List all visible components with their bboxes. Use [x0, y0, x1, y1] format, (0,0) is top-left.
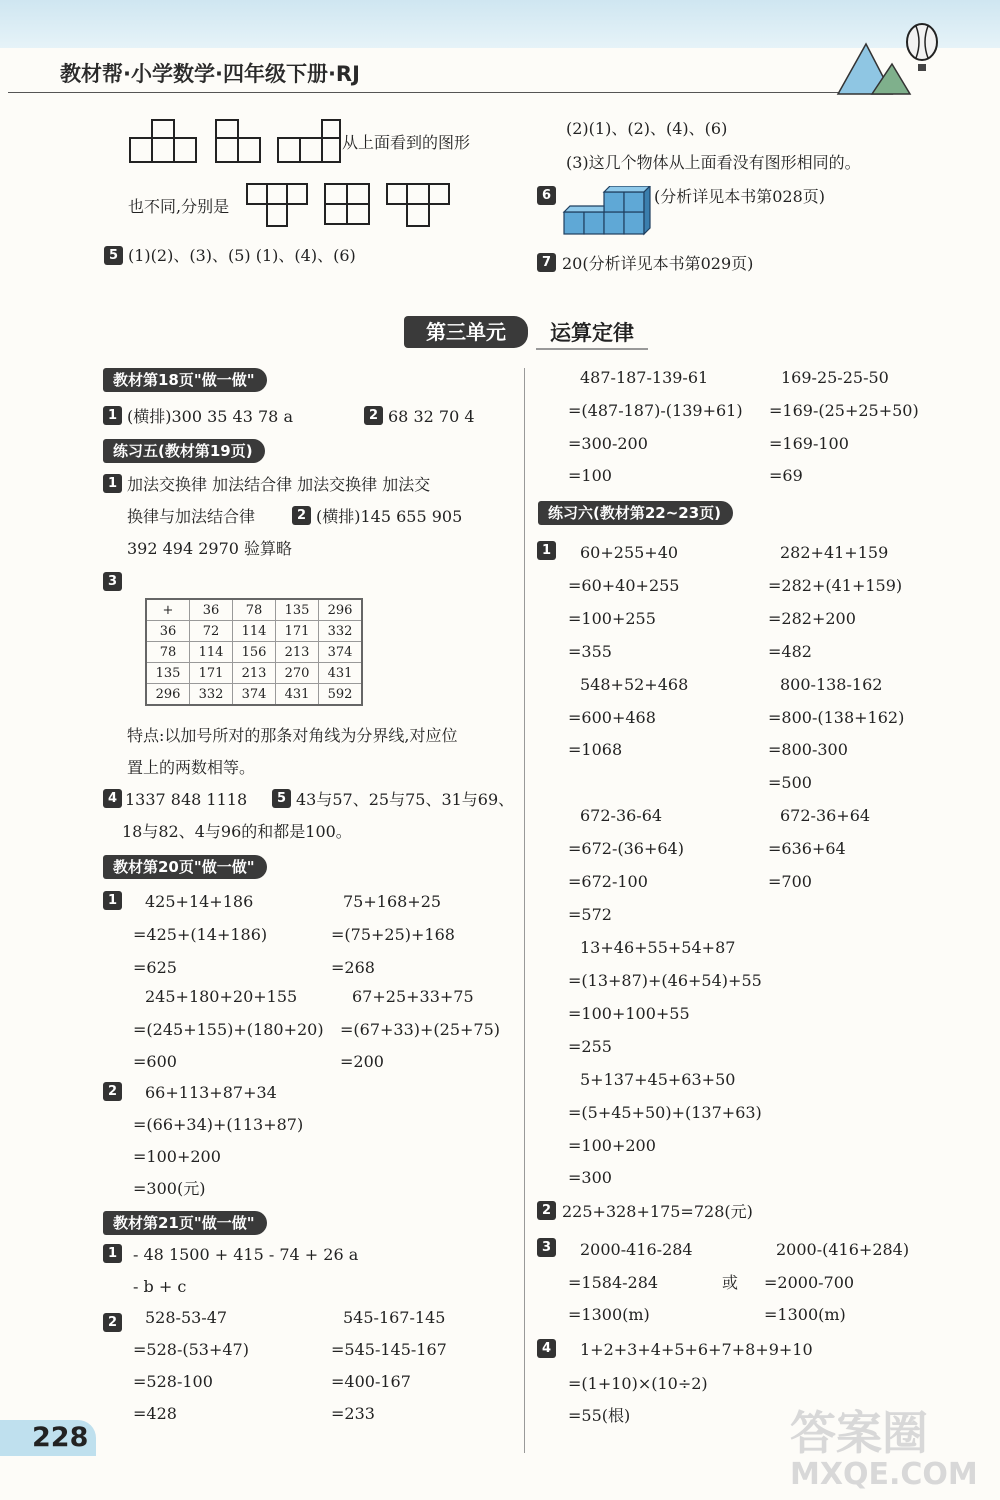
calc-line: =300(元) — [133, 1179, 206, 1198]
calc-line: =700 — [768, 872, 812, 891]
calc-line: =100+100+55 — [568, 1004, 690, 1023]
q-number: 5 — [272, 789, 291, 808]
table-cell: 213 — [233, 663, 276, 684]
q-number: 2 — [537, 1201, 556, 1220]
q-number: 1 — [103, 1244, 122, 1263]
q-number: 6 — [537, 186, 556, 205]
calc-line: =800-(138+162) — [768, 708, 905, 727]
calc-line: =(66+34)+(113+87) — [133, 1115, 304, 1134]
answer-line: 68 32 70 4 — [388, 407, 475, 426]
calc-line: =482 — [768, 642, 812, 661]
q-number: 7 — [537, 253, 556, 272]
answer-line: (横排)300 35 43 78 a — [127, 407, 293, 426]
calc-line: 66+113+87+34 — [145, 1083, 277, 1102]
q-number: 1 — [537, 541, 556, 560]
calc-line: =425+(14+186) — [133, 925, 268, 944]
calc-line: 528-53-47 — [145, 1308, 228, 1327]
section-heading: 练习五(教材第19页) — [103, 439, 265, 463]
calc-line: =200 — [340, 1052, 384, 1071]
page-number: 228 — [32, 1422, 89, 1453]
table-cell: 135 — [276, 599, 319, 621]
header-rule — [8, 92, 838, 93]
calc-line: 2000-416-284 — [580, 1240, 693, 1259]
answer-line: (2)(1)、(2)、(4)、(6) — [566, 119, 728, 138]
calc-line: =428 — [133, 1404, 177, 1423]
calc-line: 225+328+175=728(元) — [562, 1202, 753, 1221]
calc-line: =282+200 — [768, 609, 856, 628]
calc-line: =600 — [133, 1052, 177, 1071]
table-cell: 72 — [190, 621, 233, 642]
calc-line: =255 — [568, 1037, 612, 1056]
section-heading: 教材第20页"做一做" — [103, 855, 267, 879]
table-cell: 296 — [319, 599, 363, 621]
watermark-url: MXQE.COM — [790, 1457, 978, 1492]
calc-line: =572 — [568, 905, 612, 924]
calc-line: =1584-284 — [568, 1273, 659, 1292]
table-cell: 332 — [319, 621, 363, 642]
calc-line: =(1+10)×(10÷2) — [568, 1374, 708, 1393]
table-cell: 296 — [146, 684, 190, 706]
table-cell: 592 — [319, 684, 363, 706]
calc-line: =100+255 — [568, 609, 656, 628]
calc-line: =268 — [331, 958, 375, 977]
q-number: 3 — [103, 572, 122, 591]
answer-line: 置上的两数相等。 — [127, 758, 256, 777]
addition-table — [145, 598, 363, 706]
unit-banner — [404, 316, 650, 350]
answer-line: - b + c — [133, 1277, 187, 1296]
calc-line: 487-187-139-61 — [580, 368, 709, 387]
calc-line: =800-300 — [768, 740, 848, 759]
calc-line: =528-(53+47) — [133, 1340, 249, 1359]
calc-line: =2000-700 — [764, 1273, 855, 1292]
calc-line: =(5+45+50)+(137+63) — [568, 1103, 762, 1122]
q-number: 2 — [103, 1082, 122, 1101]
q-number: 2 — [364, 406, 383, 425]
table-cell: 270 — [276, 663, 319, 684]
calc-line: =100+200 — [568, 1136, 656, 1155]
cube-figure — [562, 186, 654, 238]
table-cell: 374 — [319, 642, 363, 663]
q-number: 2 — [292, 506, 311, 525]
answer-line: 20(分析详见本书第029页) — [562, 254, 754, 273]
table-cell: 431 — [276, 684, 319, 706]
q-number: 4 — [537, 1339, 556, 1358]
table-cell: 431 — [319, 663, 363, 684]
column-divider — [524, 368, 525, 1453]
table-cell: 332 — [190, 684, 233, 706]
calc-line: =55(根) — [568, 1406, 631, 1425]
calc-line: =69 — [769, 466, 803, 485]
header-title: 教材帮·小学数学·四年级下册·RJ — [60, 62, 360, 86]
calc-line: 5+137+45+63+50 — [580, 1070, 736, 1089]
calc-line: 282+41+159 — [780, 543, 889, 562]
table-cell: 374 — [233, 684, 276, 706]
calc-line: =528-100 — [133, 1372, 213, 1391]
calc-line: =400-167 — [331, 1372, 411, 1391]
page-number-tab — [0, 1420, 96, 1456]
section-heading: 教材第21页"做一做" — [103, 1211, 267, 1235]
table-cell: 78 — [233, 599, 276, 621]
q-number: 1 — [103, 891, 122, 910]
calc-line: 169-25-25-50 — [781, 368, 889, 387]
calc-line: 245+180+20+155 — [145, 987, 298, 1006]
calc-line: =233 — [331, 1404, 375, 1423]
q-number: 3 — [537, 1238, 556, 1257]
table-cell: 114 — [190, 642, 233, 663]
answer-line: (分析详见本书第028页) — [654, 187, 826, 206]
answer-line: 换律与加法结合律 — [127, 507, 256, 526]
q-number: 4 — [103, 789, 122, 808]
calc-line: =300-200 — [568, 434, 648, 453]
calc-line: 548+52+468 — [580, 675, 689, 694]
calc-line: 545-167-145 — [343, 1308, 446, 1327]
calc-line: =672-(36+64) — [568, 839, 684, 858]
answer-line: (横排)145 655 905 — [316, 507, 463, 526]
calc-line: =1300(m) — [764, 1305, 846, 1324]
view-text: 从上面看到的图形 — [342, 133, 471, 152]
calc-line: 13+46+55+54+87 — [580, 938, 736, 957]
calc-line: =169-100 — [769, 434, 849, 453]
calc-line: =60+40+255 — [568, 576, 680, 595]
section-heading: 教材第18页"做一做" — [103, 368, 267, 392]
table-cell: 78 — [146, 642, 190, 663]
calc-line: =169-(25+25+50) — [769, 401, 919, 420]
q-number: 1 — [103, 474, 122, 493]
answer-line: (3)这几个物体从上面看没有图形相同的。 — [566, 153, 861, 172]
calc-line: =282+(41+159) — [768, 576, 903, 595]
calc-line: =545-145-167 — [331, 1340, 447, 1359]
calc-line: =355 — [568, 642, 612, 661]
view-figures-1 — [128, 118, 343, 166]
calc-line: =100+200 — [133, 1147, 221, 1166]
calc-line: =(13+87)+(46+54)+55 — [568, 971, 762, 990]
answer-line: 392 494 2970 验算略 — [127, 539, 293, 558]
calc-line: 1+2+3+4+5+6+7+8+9+10 — [580, 1340, 813, 1359]
balloon-mountain-icon — [830, 20, 950, 100]
table-cell: 213 — [276, 642, 319, 663]
table-cell: 156 — [233, 642, 276, 663]
answer-line: 43与57、25与75、31与69、 — [296, 790, 515, 809]
section-heading: 练习六(教材第22~23页) — [538, 501, 733, 525]
calc-line: =600+468 — [568, 708, 656, 727]
unit-title: 运算定律 — [536, 318, 648, 350]
table-cell: 135 — [146, 663, 190, 684]
calc-line: 672-36-64 — [580, 806, 663, 825]
calc-line: =300 — [568, 1168, 612, 1187]
calc-line: =(67+33)+(25+75) — [340, 1020, 501, 1039]
calc-line: 60+255+40 — [580, 543, 679, 562]
calc-line: 672-36+64 — [780, 806, 871, 825]
calc-line: =(75+25)+168 — [331, 925, 455, 944]
table-cell: 36 — [190, 599, 233, 621]
q-number: 5 — [104, 246, 123, 265]
calc-line: 2000-(416+284) — [776, 1240, 910, 1259]
or-text: 或 — [722, 1273, 739, 1292]
calc-line: =1300(m) — [568, 1305, 650, 1324]
table-cell: 36 — [146, 621, 190, 642]
view-figures-2 — [245, 180, 455, 230]
calc-line: 67+25+33+75 — [352, 987, 474, 1006]
table-cell: + — [146, 599, 190, 621]
answer-line: 1337 848 1118 — [125, 790, 248, 809]
q-number: 1 — [103, 406, 122, 425]
answer-line: 特点:以加号所对的那条对角线为分界线,对应位 — [127, 726, 458, 745]
calc-line: =625 — [133, 958, 177, 977]
table-cell: 171 — [190, 663, 233, 684]
calc-line: 800-138-162 — [780, 675, 883, 694]
calc-line: =672-100 — [568, 872, 648, 891]
calc-line: =(245+155)+(180+20) — [133, 1020, 324, 1039]
calc-line: 75+168+25 — [343, 892, 442, 911]
calc-line: =636+64 — [768, 839, 846, 858]
calc-line: =100 — [568, 466, 612, 485]
answer-line: 加法交换律 加法结合律 加法交换律 加法交 — [127, 475, 431, 494]
table-cell: 114 — [233, 621, 276, 642]
q-number: 2 — [103, 1313, 122, 1332]
answer-line: - 48 1500 + 415 - 74 + 26 a — [133, 1245, 359, 1264]
unit-label: 第三单元 — [404, 316, 528, 348]
answer-line: 18与82、4与96的和都是100。 — [122, 822, 352, 841]
calc-line: 425+14+186 — [145, 892, 254, 911]
answer-line: (1)(2)、(3)、(5) (1)、(4)、(6) — [128, 246, 356, 265]
view-text-2: 也不同,分别是 — [128, 197, 230, 216]
calc-line: =1068 — [568, 740, 623, 759]
calc-line: =(487-187)-(139+61) — [568, 401, 743, 420]
watermark: 答案圈 MXQE.COM — [790, 1406, 978, 1492]
table-cell: 171 — [276, 621, 319, 642]
calc-line: =500 — [768, 773, 812, 792]
